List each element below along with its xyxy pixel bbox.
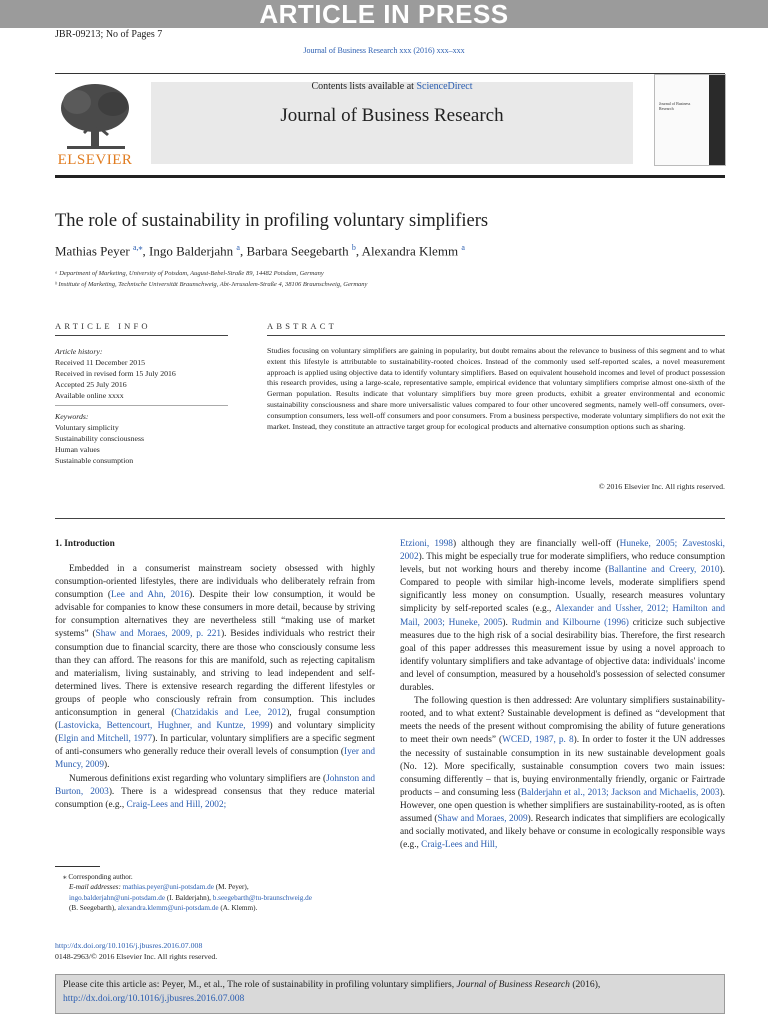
paragraph [400, 538, 725, 695]
footnote [55, 872, 375, 914]
keywords [55, 411, 230, 466]
citation-link[interactable]: Alexander and Ussher, 2012; Hamilton and Mail, 2003; Huneke, 2005 [400, 604, 725, 628]
email-owner: (I. Balderjahn), [165, 893, 213, 902]
paragraph-text: ). Despite their low consumption, it would be advisable for companies to know these consumers in more detail, because by striving for consumption alternatives they are nevertheless still “making use of market systems” ( [55, 590, 375, 640]
article-history [55, 346, 230, 401]
citation-prefix: Please cite this article as: Peyer, M., et al., The role of sustainability in profiling voluntary simplifiers, [63, 979, 457, 990]
citation-box [55, 974, 725, 1014]
citation-link[interactable]: WCED, 1987, p. 8 [502, 735, 574, 746]
email-addresses [55, 882, 375, 913]
contents-line [151, 81, 633, 92]
citation-link[interactable]: Iyer and Muncy, 2009 [55, 747, 376, 771]
keyword-item: Sustainability consciousness [55, 434, 145, 443]
author-name: Barbara Seegebarth [246, 243, 352, 259]
citation-link[interactable]: Chatzidakis and Lee, 2012 [174, 708, 287, 719]
author-separator: , [355, 243, 362, 259]
paragraph-text: Embedded in a consumerist mainstream society obsessed with highly consumption-oriented lifestyles, there are individuals who deliberately refrain from consumption ( [55, 564, 375, 601]
citation-link[interactable]: Lastovicka, Bettencourt, Hughner, and Kuntze, 1999 [58, 721, 270, 732]
citation-link[interactable]: Shaw and Moraes, 2009, p. 221 [95, 629, 222, 640]
email-link[interactable]: mathias.peyer@uni-potsdam.de [122, 883, 214, 892]
citation-journal: Journal of Business Research [456, 979, 570, 990]
paragraph-text: ), frugal consumption ( [55, 708, 375, 732]
paragraph-text: ). However, one open question is whether simplifiers are sustainability-rooted, as is often assumed ( [400, 787, 725, 824]
affiliation-a: ᵃ Department of Marketing, University of Potsdam, August-Bebel-Straße 89, 14482 Potsdam, Germany [55, 270, 324, 277]
history-online: Available online xxxx [55, 391, 124, 400]
author-affiliation-marker[interactable]: b [351, 243, 356, 252]
paragraph [55, 563, 375, 773]
journal-title: Journal of Business Research [280, 105, 504, 126]
keywords-label: Keywords: [55, 412, 89, 421]
citation-link[interactable]: Rudmin and Kilbourne (1996) [511, 617, 629, 628]
corresponding-author: ⁎ Corresponding author. [63, 873, 133, 881]
citation-link[interactable]: Huneke, 2005; Zavestoski, 2002 [400, 539, 725, 563]
paragraph [400, 695, 725, 852]
paragraph [55, 773, 375, 812]
abstract-bottom-rule [55, 518, 725, 519]
document-id: JBR-09213; No of Pages 7 [55, 29, 163, 40]
info-rule [55, 335, 228, 336]
citation-link[interactable]: Elgin and Mitchell, 1977 [58, 734, 153, 745]
header-top-rule [55, 73, 725, 74]
history-received: Received 11 December 2015 [55, 358, 145, 367]
paragraph-text: ). [502, 617, 512, 628]
author-affiliation-marker[interactable]: a [461, 243, 465, 252]
citation-doi-link[interactable]: http://dx.doi.org/10.1016/j.jbusres.2016.07.008 [63, 993, 245, 1004]
abstract-text: Studies focusing on voluntary simplifiers are gaining in popularity, but doubt remains about the relevance to business of this segment and to what extent this lifestyle is attributable to sustainability-rooted choices. Instead of the commonly used self-reported scales, a novel measurement approach is applied using objective data to identify voluntary simplifiers. Based on equivalent household incomes and level of product possession this research provides, using a large-scale, representative sample, empirical evidence that voluntary simplifiers comprise almost one-sixth of the German population. Results indicate that voluntary simplifiers buy more green products, exhibit a greater environmental and economic sustainability consciousness and share more universalistic values compared to four other uncovered segments, namely well-off consumers, over-consumption consumers, less well-off consumers and poor consumers. From a business perspective, moderate voluntary simplifiers do not exit the market. Instead, they constitute an attractive target group for ecological products and alternative consumption options such as sharing. [267, 346, 725, 431]
citation-link[interactable]: Shaw and Moraes, 2009 [437, 813, 528, 824]
email-owner: (B. Seegebarth), [69, 904, 118, 913]
paragraph-text: ) although they are financially well-off ( [452, 539, 620, 549]
article-title: The role of sustainability in profiling voluntary simplifiers [55, 211, 489, 231]
citation-link[interactable]: Ballantine and Creery, 2010 [608, 565, 720, 576]
email-link[interactable]: b.seegebarth@tu-braunschweig.de [212, 893, 312, 902]
email-owner: (M. Peyer), [213, 883, 249, 892]
paragraph-text: ). In order to foster it the UN addresses the necessity of sustainable consumption in its new sustainable development goals (No. 12). More specifically, sustainable consumption covers two main issues: consuming differently – that is, buying environmentally friendly, organic or Fairtrade products – and consuming less ( [400, 735, 725, 798]
author-name: Ingo Balderjahn [149, 243, 237, 259]
paragraph-text: Numerous definitions exist regarding who voluntary simplifiers are ( [69, 773, 327, 784]
paragraph-text: ). There is a widespread consensus that they reduce material consumption (e.g., [55, 786, 375, 810]
author-list [55, 243, 465, 259]
author-name: Alexandra Klemm [361, 243, 462, 259]
publisher-wordmark: ELSEVIER [57, 152, 133, 168]
article-in-press-banner: ARTICLE IN PRESS [0, 0, 768, 28]
email-label: E-mail addresses: [69, 883, 123, 892]
section-heading: 1. Introduction [55, 539, 115, 549]
author-name: Mathias Peyer [55, 243, 133, 259]
abstract-copyright: © 2016 Elsevier Inc. All rights reserved. [598, 482, 725, 491]
citation-link[interactable]: Craig-Lees and Hill, [421, 840, 498, 851]
affiliation-b: ᵇ Institute of Marketing, Technische Universität Braunschweig, Abt-Jerusalem-Straße 4, 38106 Braunschweig, Germany [55, 281, 368, 288]
paragraph-text: ). [103, 760, 110, 771]
email-link[interactable]: alexandra.klemm@uni-potsdam.de [117, 904, 219, 913]
body-column-left [55, 563, 375, 812]
author-affiliation-marker[interactable]: a [236, 243, 240, 252]
author-separator: , [142, 243, 150, 259]
abstract-rule [267, 335, 725, 336]
contents-prefix: Contents lists available at [311, 81, 417, 92]
cover-title: Journal of Business Research [659, 101, 691, 111]
paragraph-text: ) and voluntary simplicity ( [55, 721, 375, 745]
paragraph-text: ). Besides individuals who restrict their consumption due to financial scarcity, there are those who consciously consume less than they can afford. The reasons for this are manifold, such as rejecting capitalism and materialism, living sustainably, and striving to lead independent and self-determined lives. There is extensive research regarding the different lifestyles or groups of people who consciously refrain from consumption. This includes anticonsumption in general ( [55, 629, 375, 719]
sciencedirect-link[interactable]: ScienceDirect [416, 81, 473, 92]
citation-link[interactable]: Lee and Ahn, 2016 [110, 590, 190, 601]
keyword-item: Sustainable consumption [55, 456, 134, 465]
journal-cover-thumbnail[interactable] [654, 74, 726, 166]
issn-line: 0148-2963/© 2016 Elsevier Inc. All rights reserved. [55, 952, 218, 961]
body-column-right [400, 538, 725, 852]
paragraph-text: criticize such subjective measures due to the high risk of a social desirability bias. Therefore, the first research goal of this paper addresses this measurement issue by using a novel approach to identify voluntary simplifiers and take advantage of objective data: individuals' income and level of consumption, measured by a household's possession of selected consumer durables. [400, 617, 725, 694]
journal-reference-link[interactable]: Journal of Business Research xxx (2016) xxx–xxx [303, 46, 465, 55]
email-link[interactable]: ingo.balderjahn@uni-potsdam.de [69, 893, 166, 902]
citation-link[interactable]: Craig-Lees and Hill, 2002; [126, 799, 227, 810]
cover-spine [709, 75, 725, 165]
keywords-rule [55, 405, 228, 406]
keyword-item: Human values [55, 445, 100, 454]
author-separator: , [239, 243, 247, 259]
header-bottom-rule [55, 175, 725, 178]
history-label: Article history: [55, 347, 103, 356]
paragraph-text: ). In particular, voluntary simplifiers are a specific segment of anti-consumers who generally reduce their overall levels of consumption ( [55, 734, 375, 758]
history-revised: Received in revised form 15 July 2016 [55, 369, 176, 378]
paragraph-text: ). Research indicates that simplifiers are ecologically and socially motivated, and likely behave or consume in ecologically responsible ways (e.g., [400, 813, 725, 851]
paragraph-text: ). This might be especially true for moderate simplifiers, who reduce consumption levels, but not working hours and thereby income ( [400, 552, 725, 576]
history-accepted: Accepted 25 July 2016 [55, 380, 127, 389]
citation-link[interactable]: Etzioni, 1998 [400, 539, 453, 549]
citation-link[interactable]: Johnston and Burton, 2003 [55, 773, 376, 797]
abstract-heading: ABSTRACT [267, 321, 337, 331]
article-info-heading: ARTICLE INFO [55, 321, 151, 331]
citation-link[interactable]: Balderjahn et al., 2013; Jackson and Michaelis, 2003 [520, 787, 720, 798]
keyword-item: Voluntary simplicity [55, 423, 119, 432]
doi-link[interactable]: http://dx.doi.org/10.1016/j.jbusres.2016.07.008 [55, 941, 203, 950]
author-affiliation-marker[interactable]: a,⁎ [132, 243, 143, 252]
footnote-rule [55, 866, 100, 867]
citation-year: (2016), [569, 979, 601, 990]
doi-block [55, 940, 217, 962]
email-owner: (A. Klemm). [218, 904, 258, 913]
paragraph-text: The following question is then addressed: Are voluntary simplifiers sustainability-rooted, and to what extent? Sustainable development is defined as “development that meets the needs of the present without compromising the ability of future generations to meet their own needs” ( [400, 696, 725, 746]
paragraph-text: ). Compared to people with similar high-income levels, moderate simplifiers spend significantly less money on consumption. Usually, research measures voluntary simplicity by self-reported scales (e.g., [400, 565, 725, 615]
